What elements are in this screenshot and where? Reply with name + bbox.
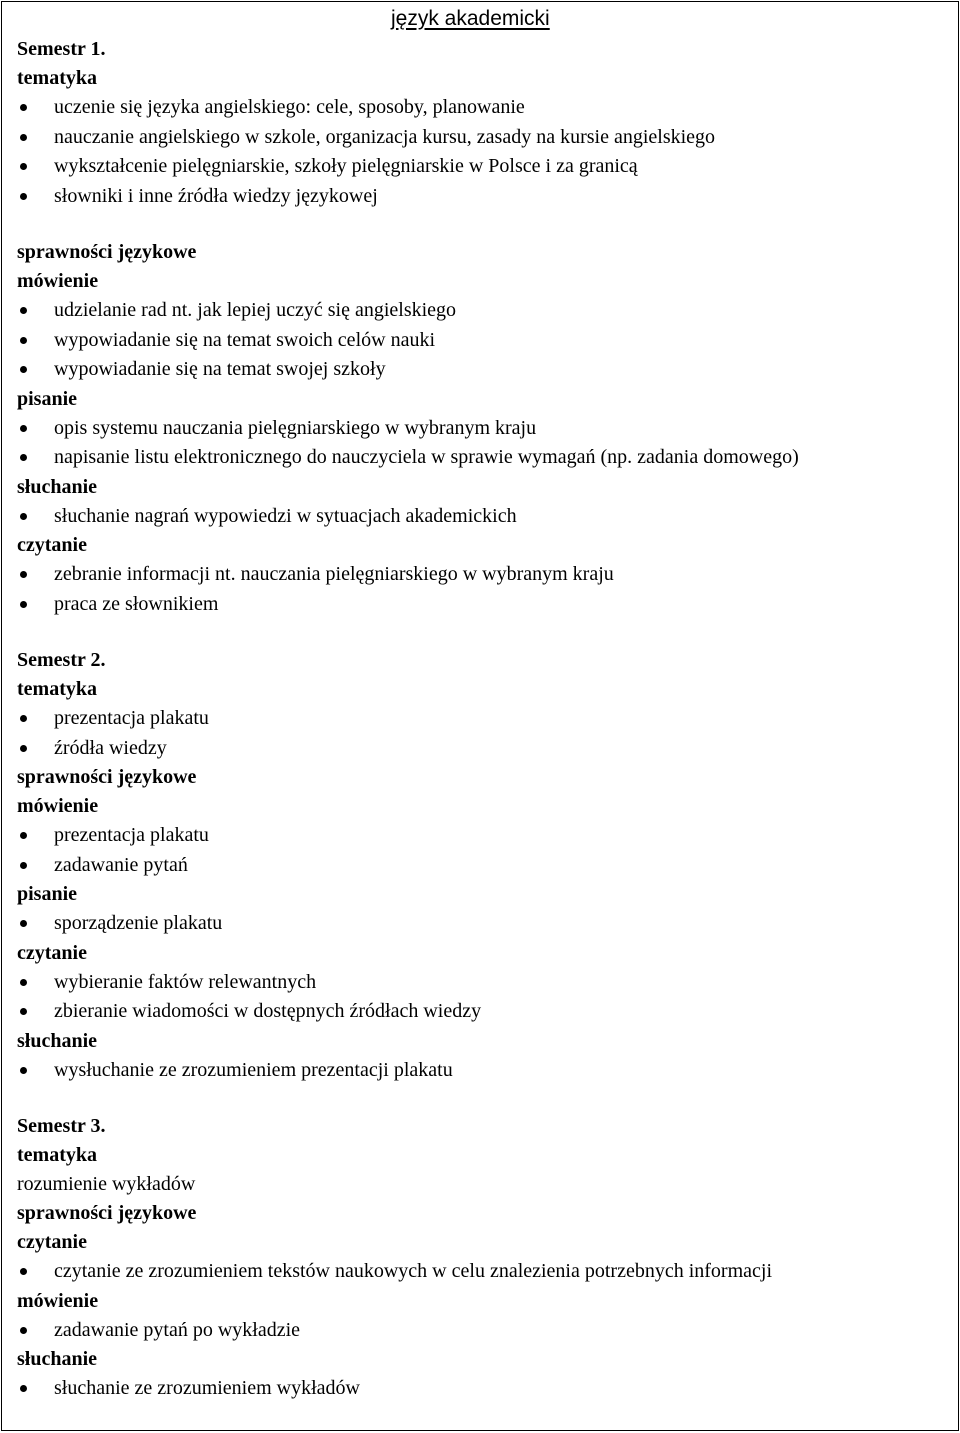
list-item: wypowiadanie się na temat swoich celów nauki <box>17 326 950 356</box>
list-item: źródła wiedzy <box>17 734 950 764</box>
list-item: słuchanie nagrań wypowiedzi w sytuacjach akademickich <box>17 502 950 532</box>
topics-heading: tematyka <box>17 678 97 700</box>
skill-heading-listening: słuchanie <box>17 475 98 498</box>
topics-heading: tematyka <box>17 67 97 89</box>
document-body <box>17 35 950 1404</box>
list-item: słuchanie ze zrozumieniem wykładów <box>17 1374 950 1404</box>
semester-2 <box>17 646 950 1085</box>
semester-label: Semestr 1. <box>17 38 106 60</box>
bullet-icon <box>20 1268 27 1275</box>
bullet-icon <box>20 366 27 373</box>
bullet-icon <box>20 1008 27 1015</box>
semester-label: Semestr 3. <box>17 1115 106 1137</box>
skill-heading-listening: słuchanie <box>17 1029 98 1052</box>
bullet-icon <box>20 193 27 200</box>
bullet-icon <box>20 337 27 344</box>
list-item: wybieranie faktów relewantnych <box>17 968 950 998</box>
bullet-icon <box>20 134 27 141</box>
semester-3 <box>17 1112 950 1404</box>
bullet-icon <box>20 425 27 432</box>
list-item: nauczanie angielskiego w szkole, organizacja kursu, zasady na kursie angielskiego <box>17 123 950 153</box>
bullet-icon <box>20 862 27 869</box>
list-item: opis systemu nauczania pielęgniarskiego w wybranym kraju <box>17 414 950 444</box>
list-item: udzielanie rad nt. jak lepiej uczyć się angielskiego <box>17 296 950 326</box>
skill-heading-writing: pisanie <box>17 387 78 410</box>
bullet-icon <box>20 715 27 722</box>
skill-heading-listening: słuchanie <box>17 1348 98 1370</box>
bullet-icon <box>20 601 27 608</box>
topics-text: rozumienie wykładów <box>17 1173 196 1195</box>
list-item: zadawanie pytań po wykładzie <box>17 1316 950 1346</box>
list-item: uczenie się języka angielskiego: cele, sposoby, planowanie <box>17 93 950 123</box>
document-title: język akademicki <box>391 7 550 30</box>
bullet-icon <box>20 1067 27 1074</box>
list-item: napisanie listu elektronicznego do nauczyciela w sprawie wymagań (np. zadania domowego) <box>17 443 950 473</box>
bullet-icon <box>20 979 27 986</box>
bullet-icon <box>20 1385 27 1392</box>
bullet-icon <box>20 745 27 752</box>
list-item: sporządzenie plakatu <box>17 909 950 939</box>
list-item: czytanie ze zrozumieniem tekstów naukowych w celu znalezienia potrzebnych informacji <box>17 1257 950 1287</box>
bullet-icon <box>20 454 27 461</box>
skill-heading-speaking: mówienie <box>17 270 99 292</box>
document-page <box>1 1 959 1431</box>
topics-heading: tematyka <box>17 1144 97 1166</box>
skill-heading-reading: czytanie <box>17 941 87 964</box>
list-item: prezentacja plakatu <box>17 704 950 734</box>
bullet-icon <box>20 513 27 520</box>
bullet-icon <box>20 832 27 839</box>
skill-heading-speaking: mówienie <box>17 795 99 817</box>
skill-heading-speaking: mówienie <box>17 1289 99 1312</box>
list-item: wykształcenie pielęgniarskie, szkoły pielęgniarskie w Polsce i za granicą <box>17 152 950 182</box>
bullet-icon <box>20 1327 27 1334</box>
semester-label: Semestr 2. <box>17 649 106 671</box>
list-item: słowniki i inne źródła wiedzy językowej <box>17 182 950 212</box>
bullet-icon <box>20 163 27 170</box>
bullet-icon <box>20 920 27 927</box>
skills-heading: sprawności językowe <box>17 241 197 263</box>
list-item: prezentacja plakatu <box>17 821 950 851</box>
skills-heading: sprawności językowe <box>17 766 197 788</box>
semester-1 <box>17 35 950 619</box>
skill-heading-reading: czytanie <box>17 534 87 556</box>
bullet-icon <box>20 571 27 578</box>
list-item: zbieranie wiadomości w dostępnych źródłach wiedzy <box>17 997 950 1027</box>
list-item: zadawanie pytań <box>17 851 950 881</box>
list-item: wysłuchanie ze zrozumieniem prezentacji plakatu <box>17 1056 950 1086</box>
list-item: zebranie informacji nt. nauczania pielęgniarskiego w wybranym kraju <box>17 560 950 590</box>
skills-heading: sprawności językowe <box>17 1202 197 1224</box>
list-item: praca ze słownikiem <box>17 590 950 620</box>
bullet-icon <box>20 104 27 111</box>
skill-heading-reading: czytanie <box>17 1231 87 1253</box>
skill-heading-writing: pisanie <box>17 883 78 905</box>
list-item: wypowiadanie się na temat swojej szkoły <box>17 355 950 385</box>
bullet-icon <box>20 307 27 314</box>
